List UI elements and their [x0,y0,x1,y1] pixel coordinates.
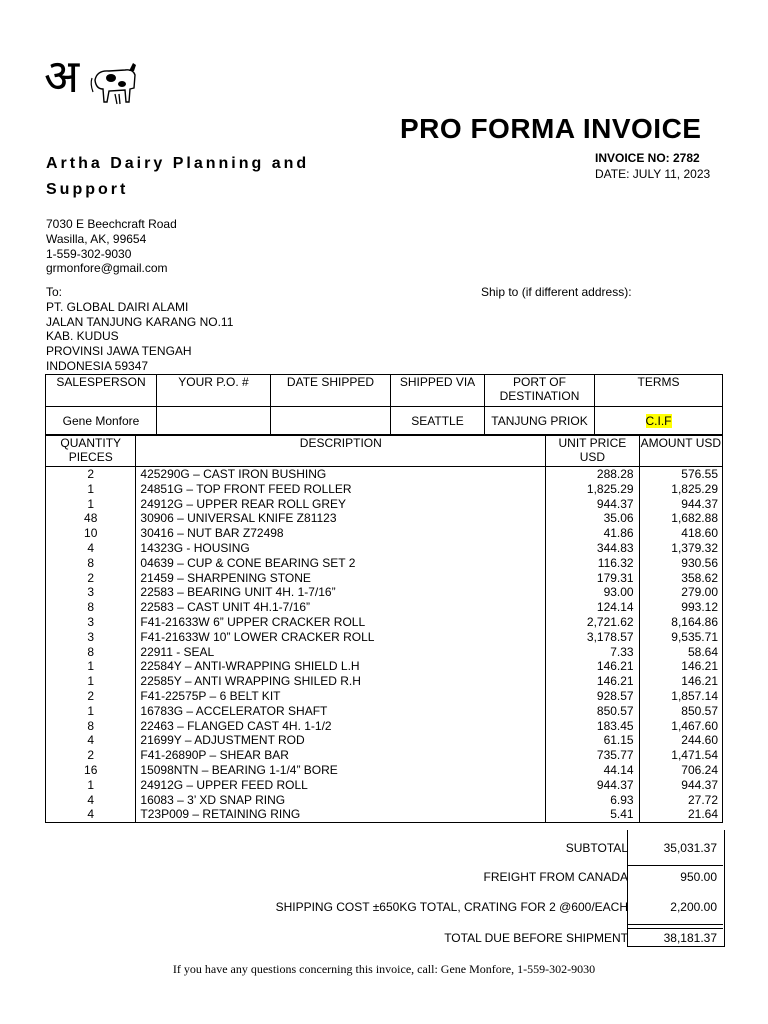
table-row [46,689,723,704]
po-value [157,407,271,435]
item-amount: 1,379.32 [639,541,722,556]
item-description: 24851G – TOP FRONT FEED ROLLER [136,482,546,497]
table-row [46,511,723,526]
item-unit-price: 3,178.57 [546,630,639,645]
item-unit-price: 344.83 [546,541,639,556]
item-qty: 4 [46,793,136,808]
item-qty: 2 [46,467,136,482]
item-unit-price: 928.57 [546,689,639,704]
item-amount: 279.00 [639,585,722,600]
shipping-cost-label: SHIPPING COST ±650KG TOTAL, CRATING FOR 2 @600/EACH [275,900,628,914]
item-amount: 9,535.71 [639,630,722,645]
totals-divider [627,865,723,866]
item-amount: 944.37 [639,778,722,793]
item-unit-price: 41.86 [546,526,639,541]
item-qty: 8 [46,556,136,571]
item-amount: 8,164.86 [639,615,722,630]
item-description: 425290G – CAST IRON BUSHING [136,467,546,482]
phone-number: 1-559-302-9030 [46,246,132,261]
item-qty: 2 [46,689,136,704]
item-amount: 418.60 [639,526,722,541]
table-row [46,482,723,497]
item-qty: 16 [46,763,136,778]
item-description: F41-26890P – SHEAR BAR [136,748,546,763]
to-line: INDONESIA 59347 [46,358,149,373]
item-amount: 358.62 [639,571,722,586]
item-description: 04639 – CUP & CONE BEARING SET 2 [136,556,546,571]
total-due-label: TOTAL DUE BEFORE SHIPMENT [444,931,628,945]
order-info-header-row [46,375,723,407]
shipped-via-header: SHIPPED VIA [391,375,485,407]
terms-highlight: C.I.F [645,413,672,428]
table-row [46,719,723,734]
item-unit-price: 735.77 [546,748,639,763]
logo-glyph: अ [44,49,80,103]
table-row [46,704,723,719]
item-unit-price: 116.32 [546,556,639,571]
item-amount: 58.64 [639,645,722,660]
item-amount: 930.56 [639,556,722,571]
item-description: F41-21633W 10” LOWER CRACKER ROLL [136,630,546,645]
email-address: grmonfore@gmail.com [46,261,168,276]
items-header-row [46,436,723,467]
item-description: 24912G – UPPER FEED ROLL [136,778,546,793]
table-row [46,526,723,541]
item-qty: 1 [46,659,136,674]
to-line: JALAN TANJUNG KARANG NO.11 [46,314,234,329]
company-address [46,217,177,276]
table-row [46,807,723,822]
item-unit-price: 944.37 [546,497,639,512]
table-row [46,645,723,660]
item-amount: 993.12 [639,600,722,615]
shipping-cost-value: 2,200.00 [670,900,717,914]
to-line: PT. GLOBAL DAIRI ALAMI [46,299,189,314]
bill-to-block [46,285,233,374]
salesperson-header: SALESPERSON [46,375,157,407]
item-description: F41-21633W 6” UPPER CRACKER ROLL [136,615,546,630]
item-unit-price: 944.37 [546,778,639,793]
item-amount: 27.72 [639,793,722,808]
item-description: 16083 – 3’ XD SNAP RING [136,793,546,808]
table-row [46,600,723,615]
item-qty: 4 [46,807,136,822]
item-qty: 2 [46,571,136,586]
item-amount: 944.37 [639,497,722,512]
item-description: T23P009 – RETAINING RING [136,807,546,822]
item-amount: 850.57 [639,704,722,719]
address-line: 7030 E Beechcraft Road [46,217,177,231]
item-unit-price: 124.14 [546,600,639,615]
item-unit-price: 35.06 [546,511,639,526]
item-qty: 8 [46,645,136,660]
item-unit-price: 288.28 [546,467,639,482]
freight-label: FREIGHT FROM CANADA [483,870,628,884]
to-line: KAB. KUDUS [46,329,119,344]
subtotal-value: 35,031.37 [663,841,717,855]
item-description: 22585Y – ANTI WRAPPING SHILED R.H [136,674,546,689]
company-logo [44,49,139,110]
item-description: 22911 - SEAL [136,645,546,660]
table-row [46,556,723,571]
item-description: 15098NTN – BEARING 1-1/4” BORE [136,763,546,778]
item-amount: 21.64 [639,807,722,822]
order-info-value-row [46,407,723,435]
invoice-number: INVOICE NO: 2782 [595,151,700,165]
item-amount: 146.21 [639,674,722,689]
item-unit-price: 146.21 [546,659,639,674]
invoice-date: DATE: JULY 11, 2023 [595,167,711,181]
item-unit-price: 2,721.62 [546,615,639,630]
item-qty: 3 [46,615,136,630]
table-row [46,615,723,630]
table-row [46,674,723,689]
item-qty: 3 [46,585,136,600]
footer-note: If you have any questions concerning this invoice, call: Gene Monfore, 1-559-302-9030 [172,962,596,976]
item-description: 30906 – UNIVERSAL KNIFE Z81123 [136,511,546,526]
item-amount: 146.21 [639,659,722,674]
date-shipped-value [271,407,391,435]
item-amount: 1,825.29 [639,482,722,497]
table-row [46,467,723,482]
address-line: Wasilla, AK, 99654 [46,231,147,246]
item-description: 22583 – CAST UNIT 4H.1-7/16” [136,600,546,615]
qty-header: QUANTITY PIECES [46,436,136,467]
item-amount: 1,857.14 [639,689,722,704]
table-row [46,763,723,778]
items-body [46,467,723,823]
item-qty: 4 [46,541,136,556]
company-name: Artha Dairy Planning and Support [46,155,310,198]
to-line: PROVINSI JAWA TENGAH [46,344,192,359]
item-amount: 576.55 [639,467,722,482]
item-unit-price: 1,825.29 [546,482,639,497]
item-qty: 48 [46,511,136,526]
item-qty: 1 [46,497,136,512]
item-qty: 8 [46,600,136,615]
table-row [46,733,723,748]
item-amount: 1,471.54 [639,748,722,763]
item-qty: 2 [46,748,136,763]
item-unit-price: 146.21 [546,674,639,689]
item-description: 21459 – SHARPENING STONE [136,571,546,586]
date-shipped-header: DATE SHIPPED [271,375,391,407]
item-description: 16783G – ACCELERATOR SHAFT [136,704,546,719]
salesperson-value: Gene Monfore [46,407,157,435]
line-items-table [45,435,723,823]
total-due-value: 38,181.37 [663,931,717,945]
table-row [46,585,723,600]
unit-price-header: UNIT PRICE USD [546,436,639,467]
item-amount: 244.60 [639,733,722,748]
item-amount: 706.24 [639,763,722,778]
port-value: TANJUNG PRIOK [485,407,595,435]
item-qty: 1 [46,674,136,689]
item-qty: 3 [46,630,136,645]
item-description: F41-22575P – 6 BELT KIT [136,689,546,704]
freight-value: 950.00 [680,870,717,884]
item-qty: 1 [46,778,136,793]
item-unit-price: 61.15 [546,733,639,748]
po-header: YOUR P.O. # [157,375,271,407]
item-qty: 4 [46,733,136,748]
item-amount: 1,682.88 [639,511,722,526]
table-row [46,541,723,556]
item-description: 14323G - HOUSING [136,541,546,556]
ship-to-label: Ship to (if different address): [481,285,632,299]
totals-divider [627,924,723,925]
item-qty: 1 [46,704,136,719]
item-description: 22583 – BEARING UNIT 4H. 1-7/16” [136,585,546,600]
item-description: 21699Y – ADJUSTMENT ROD [136,733,546,748]
table-row [46,497,723,512]
invoice-title: PRO FORMA INVOICE [400,113,702,144]
item-description: 22584Y – ANTI-WRAPPING SHIELD L.H [136,659,546,674]
table-row [46,793,723,808]
item-description: 24912G – UPPER REAR ROLL GREY [136,497,546,512]
item-unit-price: 93.00 [546,585,639,600]
item-qty: 10 [46,526,136,541]
item-unit-price: 183.45 [546,719,639,734]
table-row [46,659,723,674]
item-unit-price: 179.31 [546,571,639,586]
cow-icon [89,58,139,108]
item-unit-price: 6.93 [546,793,639,808]
totals-divider [627,928,723,929]
table-row [46,778,723,793]
table-row [46,748,723,763]
item-description: 22463 – FLANGED CAST 4H. 1-1/2 [136,719,546,734]
item-qty: 1 [46,482,136,497]
terms-value [595,407,723,435]
item-amount: 1,467.60 [639,719,722,734]
item-description: 30416 – NUT BAR Z72498 [136,526,546,541]
item-unit-price: 5.41 [546,807,639,822]
item-unit-price: 44.14 [546,763,639,778]
table-row [46,571,723,586]
order-info-table [45,374,723,435]
table-row [46,630,723,645]
item-qty: 8 [46,719,136,734]
shipped-via-value: SEATTLE [391,407,485,435]
item-unit-price: 850.57 [546,704,639,719]
to-label: To: [46,285,63,299]
port-header: PORT OF DESTINATION [485,375,595,407]
item-unit-price: 7.33 [546,645,639,660]
description-header: DESCRIPTION [136,436,546,467]
amount-header: AMOUNT USD [639,436,722,467]
subtotal-label: SUBTOTAL [565,841,628,855]
terms-header: TERMS [595,375,723,407]
